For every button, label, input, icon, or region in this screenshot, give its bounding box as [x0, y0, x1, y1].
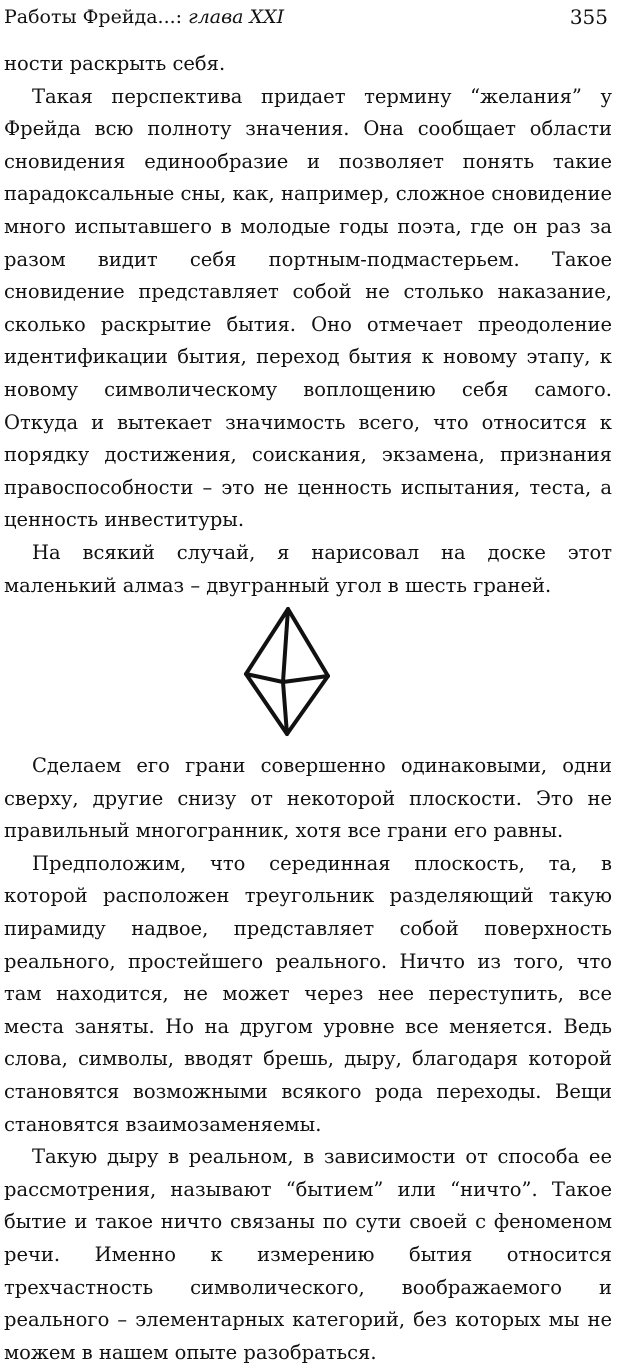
body-text	[4, 48, 612, 1369]
chapter-title	[4, 2, 284, 32]
diamond-middle-edges	[246, 674, 328, 682]
diamond-figure	[4, 602, 612, 748]
paragraph: Предположим, что серединная плоскость, та, в которой расположен треугольник разделяющий такую пирамиду надвое, представляет собой поверхность реального, простейшего реального. Ничто из того, что там находится, не может через нее переступить, все места заняты. Но на другом уровне все меняется. Ведь слова, символы, вводят брешь, дыру, благодаря которой становятся возможными всякого рода переходы. Вещи становятся взаимозаменяемы.	[4, 851, 612, 1136]
paragraph-continuation: ности раскрыть себя.	[4, 52, 226, 75]
diamond-drawing	[236, 606, 332, 740]
paragraph: Такая перспектива придает термину “желания” у Фрейда всю полноту значения. Она сообщает области сновидения единообразие и позволяет понять такие парадоксальные сны, как, например, сложное сновидение много испытавшего в молодые годы поэта, где он раз за разом видит себя портным-подмастерьем. Такое сновидение представляет собой не столько наказание, сколько раскрытие бытия. Оно отмечает преодоление идентификации бытия, переход бытия к новому этапу, к новому символическому воплощению себя самого. Откуда и вытекает значимость всего, что относится к порядку достижения, соискания, экзамена, признания правоспособности – это не ценность испытания, теста, а ценность инвеституры.	[4, 84, 612, 532]
paragraph: Сделаем его грани совершенно одинаковыми, одни сверху, другие снизу от некоторой плоскости. Это не правильный многогранник, хотя все грани его равны.	[4, 754, 612, 843]
paragraph: На всякий случай, я нарисовал на доске этот маленький алмаз – двугранный угол в шесть граней.	[4, 540, 612, 597]
paragraph: Такую дыру в реальном, в зависимости от способа ее рассмотрения, называют “бытием” или “ничто”. Такое бытие и такое ничто связаны по сути своей с феноменом речи. Именно к измерению бытия относится трехчастность символического, воображаемого и реального – элементарных категорий, без которых мы не можем в нашем опыте разобраться.	[4, 1145, 612, 1364]
page-number: 355	[569, 5, 608, 29]
chapter-title-italic: глава XXI	[188, 6, 285, 28]
chapter-title-plain: Работы Фрейда...:	[4, 6, 189, 28]
diamond-vertical-edge	[283, 609, 288, 734]
running-head	[4, 2, 608, 32]
